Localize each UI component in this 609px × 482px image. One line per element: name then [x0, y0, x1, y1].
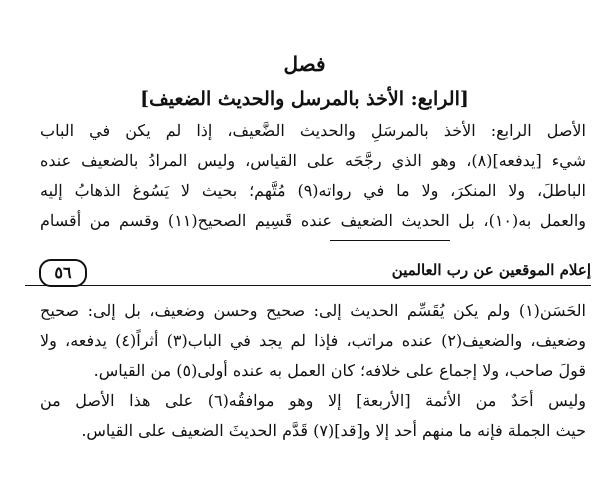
text-line: وليس أحَدٌ من الأئمة [الأربعة] إلا وهو موافقُه(٦) على هذا الأصل من [40, 391, 586, 410]
top-paragraph [40, 116, 586, 236]
page-number: ٥٦ [39, 259, 87, 287]
text-line: الحَسَن(١) ولم يكن يُقَسِّم الحديث إلى: صحيح وحسن وضعيف، بل إلى: صحيح [40, 301, 586, 320]
section-title: فصل [283, 52, 326, 76]
section-subtitle: [الرابع: الأخذ بالمرسل والحديث الضعيف] [140, 88, 469, 110]
text-line: الباطلَ، ولا المنكرَ، ولا ما في رواته(٩) مُتَّهم؛ بحيث لا يَسُوغ الذهابُ إليه [40, 181, 586, 200]
text-line: حيث الجملة فإنه ما منهم أحد إلا و[قد](٧) قَدَّم الحديثَ الضعيف على القياس. [81, 421, 586, 440]
text-line: قولَ صاحب، ولا إجماع على خلافه؛ كان العمل به عنده أولى(٥) من القياس. [93, 361, 586, 380]
header-rule [25, 285, 591, 286]
text-line: والعمل به(١٠)، بل الحديث الضعيف عنده قَسِيم الصحيح(١١) وقسم من أقسام [40, 211, 586, 230]
running-header: إعلام الموقعين عن رب العالمين [391, 261, 591, 279]
page-header [25, 259, 591, 289]
text-line: وضعيف، والضعيف(٢) عنده مراتب، فإذا لم يجد في الباب(٣) أثراً(٤) يدفعه، ولا [40, 331, 586, 350]
text-line: الأصل الرابع: الأخذ بالمرسَلِ والحديث الضَّعيف، إذا لم يكن في الباب [40, 121, 586, 140]
footnote-separator [330, 240, 450, 241]
bottom-paragraph [40, 296, 586, 446]
text-line: شيء [يدفعه](٨)، وهو الذي رجَّحَه على القياس، وليس المرادُ بالضعيف عنده [40, 151, 586, 170]
